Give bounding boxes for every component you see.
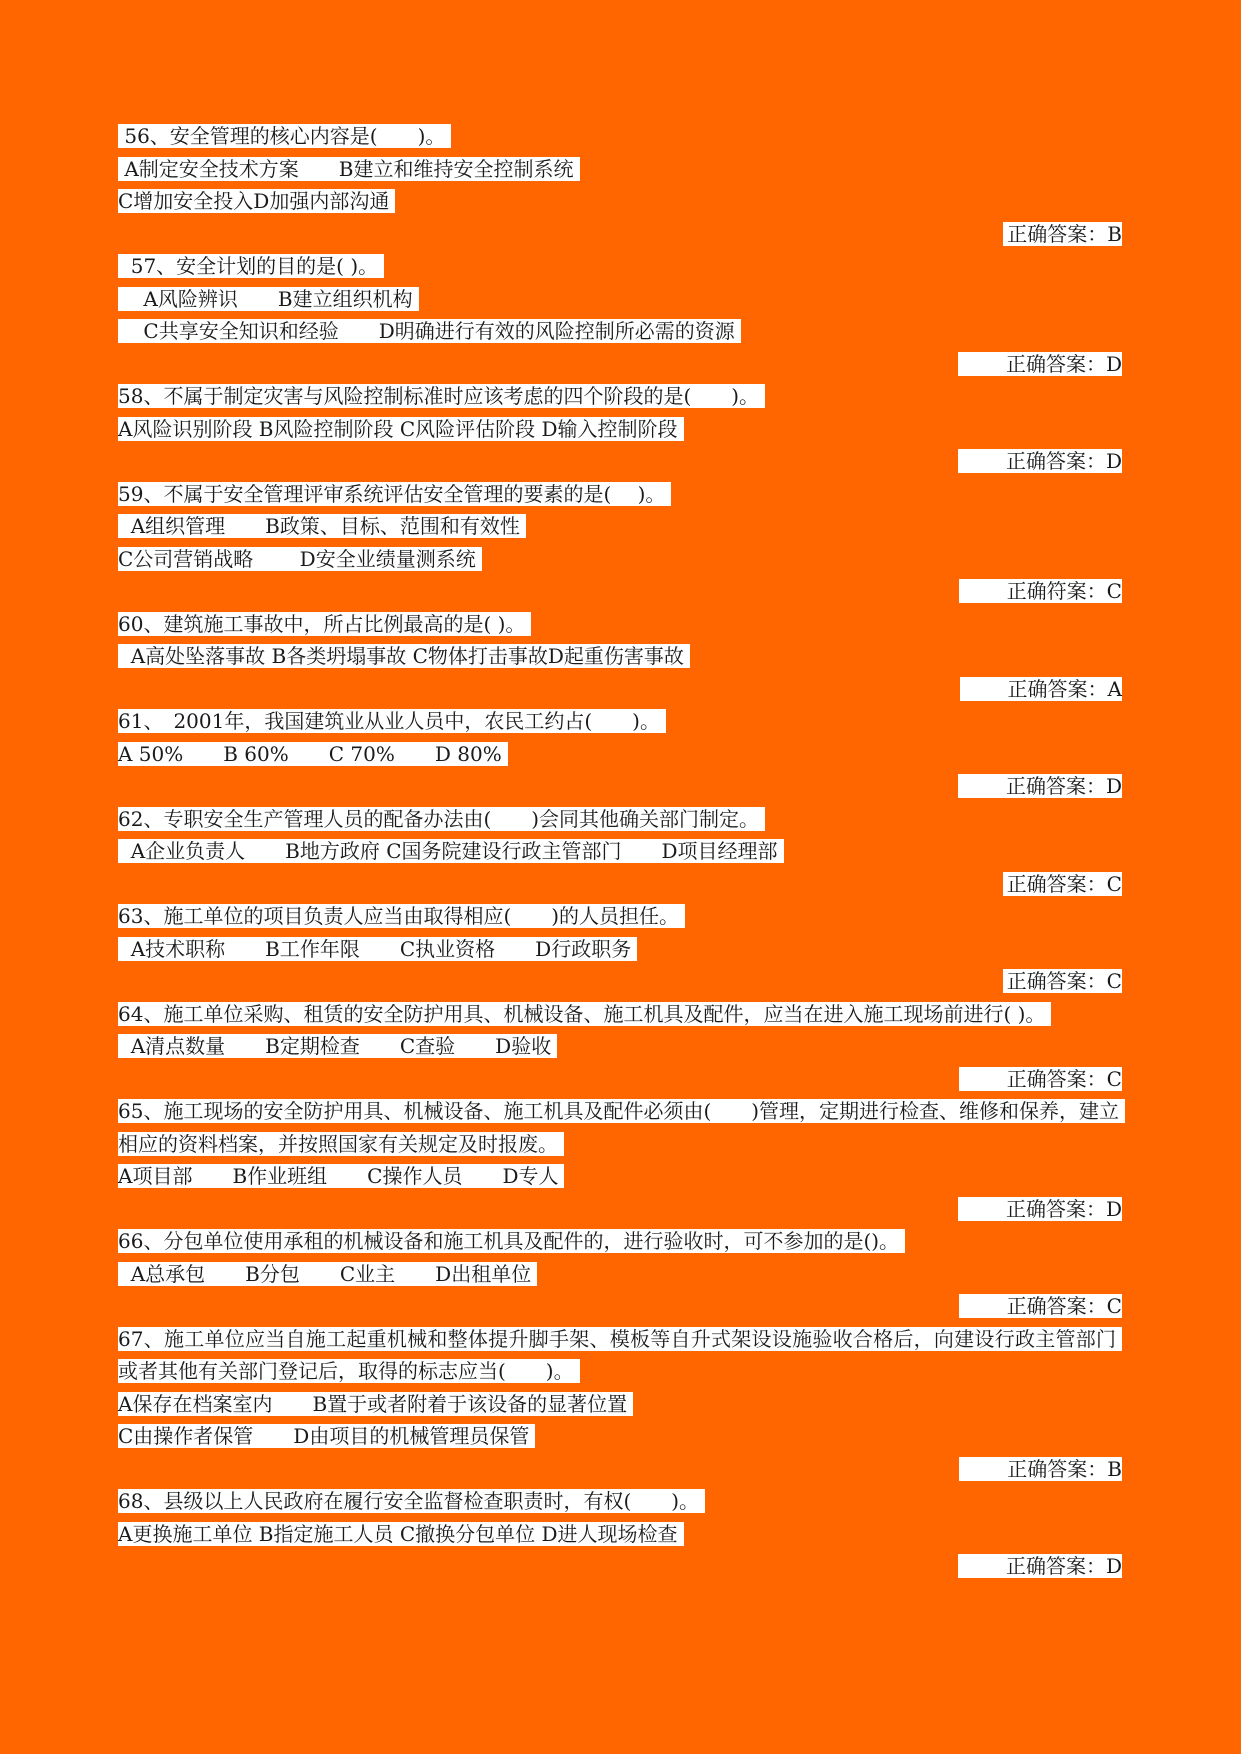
answer-label: 正确答案：D <box>958 1554 1122 1578</box>
question-options: C共享安全知识和经验 D明确进行有效的风险控制所必需的资源 <box>118 319 741 343</box>
question-stem: 67、施工单位应当自施工起重机械和整体提升脚手架、模板等自升式架设设施验收合格后，向建设行政主管部门或者其他有关部门登记后，取得的标志应当( )。 <box>118 1327 1122 1384</box>
question-options: A保存在档案室内 B置于或者附着于该设备的显著位置 <box>118 1392 633 1416</box>
question-stem: 56、安全管理的核心内容是( )。 <box>118 124 451 148</box>
question-stem: 57、安全计划的目的是( )。 <box>118 254 384 278</box>
question-60 <box>118 608 1122 706</box>
question-options: A制定安全技术方案 B建立和维持安全控制系统 <box>118 157 580 181</box>
question-stem: 64、施工单位采购、租赁的安全防护用具、机械设备、施工机具及配件，应当在进入施工现场前进行( )。 <box>118 1002 1051 1026</box>
question-options: A更换施工单位 B指定施工人员 C撤换分包单位 D进人现场检查 <box>118 1522 684 1546</box>
question-options: A风险辨识 B建立组织机构 <box>118 287 419 311</box>
question-options: C增加安全投入D加强内部沟通 <box>118 189 395 213</box>
question-66 <box>118 1225 1122 1323</box>
question-stem: 65、施工现场的安全防护用具、机械设备、施工机具及配件必须由( )管理，定期进行检查、维修和保养，建立相应的资料档案，并按照国家有关规定及时报废。 <box>118 1099 1125 1156</box>
question-58 <box>118 380 1122 478</box>
question-61 <box>118 705 1122 803</box>
question-options: A清点数量 B定期检查 C查验 D验收 <box>118 1034 557 1058</box>
answer-label: 正确答案：A <box>960 677 1122 701</box>
question-62 <box>118 803 1122 901</box>
question-options: A企业负责人 B地方政府 C国务院建设行政主管部门 D项目经理部 <box>118 839 784 863</box>
question-options: A项目部 B作业班组 C操作人员 D专人 <box>118 1164 564 1188</box>
question-64 <box>118 998 1122 1096</box>
question-56 <box>118 120 1122 250</box>
answer-label: 正确答案：C <box>959 1067 1122 1091</box>
question-stem: 59、不属于安全管理评审系统评估安全管理的要素的是( )。 <box>118 482 671 506</box>
answer-label: 正确答案：D <box>958 449 1122 473</box>
answer-label: 正确答案：B <box>1003 222 1122 246</box>
question-options: A 50% B 60% C 70% D 80% <box>118 742 508 766</box>
question-68 <box>118 1485 1122 1583</box>
answer-label: 正确答案：C <box>1003 872 1122 896</box>
question-67 <box>118 1323 1122 1486</box>
answer-label: 正确答案：B <box>959 1457 1122 1481</box>
question-stem: 60、建筑施工事故中，所占比例最高的是( )。 <box>118 612 531 636</box>
question-options: C由操作者保管 D由项目的机械管理员保管 <box>118 1424 535 1448</box>
question-65 <box>118 1095 1122 1225</box>
answer-label: 正确答案：C <box>1003 969 1122 993</box>
answer-label: 正确答案：D <box>958 774 1122 798</box>
question-options: A总承包 B分包 C业主 D出租单位 <box>118 1262 537 1286</box>
answer-label: 正确答案：D <box>958 1197 1122 1221</box>
question-stem: 66、分包单位使用承租的机械设备和施工机具及配件的，进行验收时，可不参加的是()。 <box>118 1229 905 1253</box>
question-options: A风险识别阶段 B风险控制阶段 C风险评估阶段 D输入控制阶段 <box>118 417 684 441</box>
question-options: A高处坠落事故 B各类坍塌事故 C物体打击事故D起重伤害事故 <box>118 644 690 668</box>
answer-label: 正确答案：C <box>959 1294 1122 1318</box>
question-stem: 63、施工单位的项目负责人应当由取得相应( )的人员担任。 <box>118 904 685 928</box>
question-stem: 61、 2001年，我国建筑业从业人员中，农民工约占( )。 <box>118 709 666 733</box>
answer-label: 正确符案：C <box>959 579 1122 603</box>
question-options: C公司营销战略 D安全业绩量测系统 <box>118 547 482 571</box>
question-59 <box>118 478 1122 608</box>
question-stem: 58、不属于制定灾害与风险控制标准时应该考虑的四个阶段的是( )。 <box>118 384 765 408</box>
answer-label: 正确答案：D <box>958 352 1122 376</box>
question-stem: 68、县级以上人民政府在履行安全监督检查职责时，有权( )。 <box>118 1489 705 1513</box>
question-57 <box>118 250 1122 380</box>
question-63 <box>118 900 1122 998</box>
question-options: A组织管理 B政策、目标、范围和有效性 <box>118 514 526 538</box>
question-list <box>118 120 1122 1583</box>
question-stem: 62、专职安全生产管理人员的配备办法由( )会同其他确关部门制定。 <box>118 807 765 831</box>
question-options: A技术职称 B工作年限 C执业资格 D行政职务 <box>118 937 637 961</box>
